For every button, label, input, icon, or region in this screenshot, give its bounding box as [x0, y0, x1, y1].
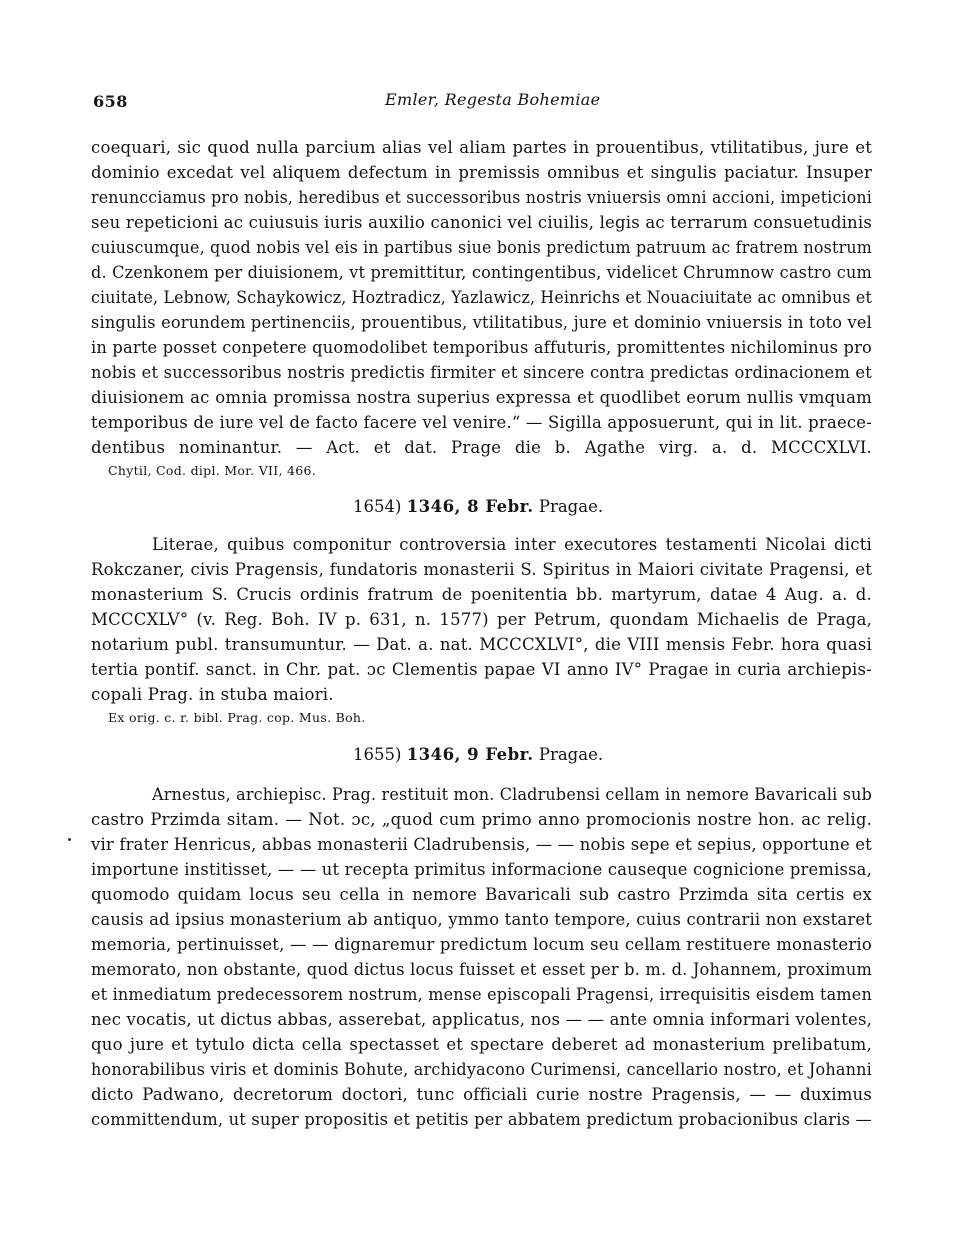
- text-line: dentibus nominantur. — Act. et dat. Prage die b. Agathe virg. a. d. MCCCXLVI.: [91, 438, 872, 457]
- text-line: committendum, ut super propositis et petitis per abbatem predictum probacionibus claris —: [91, 1110, 872, 1129]
- text-line: causis ad ipsius monasterium ab antiquo, ymmo tanto tempore, cuius contrarii non exstaret: [91, 910, 873, 929]
- text-line: honorabilibus viris et dominis Bohute, archidyacono Curimensi, cancellario nostro, et Johanni: [91, 1060, 872, 1079]
- text-line: cuiuscumque, quod nobis vel eis in partibus siue bonis predictum patruum ac fratrem nostrum: [91, 238, 873, 257]
- text-line: coequari, sic quod nulla parcium alias vel aliam partes in prouentibus, vtilitatibus, jure et: [91, 138, 873, 157]
- text-line: quo jure et tytulo dicta cella spectasset et spectare deberet ad monasterium prelibatum,: [91, 1035, 872, 1054]
- text-line: in parte posset conpetere quomodolibet temporibus affuturis, promittentes nichilominus pro: [91, 338, 873, 357]
- text-line: dicto Padwano, decretorum doctori, tunc officiali curie nostre Pragensis, — — duximus: [91, 1085, 873, 1104]
- text-line: diuisionem ac omnia promissa nostra superius expressa et quodlibet eorum nullis vmquam: [91, 388, 873, 407]
- text-line: Rokczaner, civis Pragensis, fundatoris monasterii S. Spiritus in Maiori civitate Pragensi, et: [91, 560, 873, 579]
- text-line: memorato, non obstante, quod dictus locus fuisset et esset per b. m. d. Johannem, proximum: [91, 960, 873, 979]
- text-line: dominio excedat vel aliquem defectum in premissis omnibus et singulis paciatur. Insuper: [91, 163, 873, 182]
- entry-place: Pragae.: [538, 745, 604, 764]
- text-line: monasterium S. Crucis ordinis fratrum de poenitentia bb. martyrum, datae 4 Aug. a. d.: [91, 585, 872, 604]
- text-line: castro Przimda sitam. — Not. ɔc, „quod cum primo anno promocionis nostre hon. ac relig.: [91, 810, 873, 829]
- running-title: Emler, Regesta Bohemiae: [385, 90, 601, 109]
- text-line: vir frater Henricus, abbas monasterii Cladrubensis, — — nobis sepe et sepius, opportune et: [91, 835, 872, 854]
- entry-number: 1654): [353, 497, 402, 516]
- page-number: 658: [93, 92, 128, 111]
- source-citation: Ex orig. c. r. bibl. Prag. cop. Mus. Boh.: [108, 710, 366, 725]
- source-citation: Chytil, Cod. dipl. Mor. VII, 466.: [108, 463, 317, 478]
- text-line: memoria, pertinuisset, — — dignaremur predictum locum seu cellam restituere monasterio: [91, 935, 872, 954]
- text-line: tertia pontif. sanct. in Chr. pat. ɔc Clementis papae VI anno IV° Pragae in curia archiepis-: [91, 660, 872, 679]
- margin-mark: [68, 838, 71, 841]
- text-line: notarium publ. transumuntur. — Dat. a. nat. MCCCXLVI°, die VIII mensis Febr. hora quasi: [91, 635, 873, 654]
- text-line: copali Prag. in stuba maiori.: [91, 685, 334, 704]
- entry-heading: [353, 497, 603, 516]
- entry-place: Pragae.: [538, 497, 604, 516]
- entry-date: 1346, 9 Febr.: [406, 745, 534, 764]
- entry-number: 1655): [353, 745, 402, 764]
- text-line: et inmediatum predecessorem nostrum, mense episcopali Pragensi, irrequisitis eisdem tamen: [91, 985, 872, 1004]
- text-line: Arnestus, archiepisc. Prag. restituit mon. Cladrubensi cellam in nemore Bavaricali sub: [152, 785, 873, 804]
- text-line: seu repeticioni ac cuiusuis iuris auxilio canonici vel ciuilis, legis ac terrarum consuetudinis: [91, 213, 873, 232]
- text-line: renuncciamus pro nobis, heredibus et successoribus nostris vniuersis omni accioni, impeticioni: [91, 188, 872, 207]
- text-line: d. Czenkonem per diuisionem, vt premittitur, contingentibus, videlicet Chrumnow castro cum: [91, 263, 872, 282]
- text-line: nobis et successoribus nostris predictis firmiter et sincere contra predictas ordinacionem et: [91, 363, 872, 382]
- text-line: quomodo quidam locus seu cella in nemore Bavaricali sub castro Przimda sita certis ex: [91, 885, 873, 904]
- entry-heading: [353, 745, 603, 764]
- entry-date: 1346, 8 Febr.: [406, 497, 534, 516]
- text-line: nec vocatis, ut dictus abbas, asserebat, applicatus, nos — — ante omnia informari volentes,: [91, 1010, 873, 1029]
- text-line: ciuitate, Lebnow, Schaykowicz, Hoztradicz, Yazlawicz, Heinrichs et Nouaciuitate ac omnibus et: [91, 288, 872, 307]
- text-line: Literae, quibus componitur controversia inter executores testamenti Nicolai dicti: [152, 535, 873, 554]
- text-line: singulis eorundem pertinenciis, prouentibus, vtilitatibus, jure et dominio vniuersis in toto vel: [91, 313, 872, 332]
- text-line: temporibus de iure vel de facto facere vel venire.“ — Sigilla apposuerunt, qui in lit. praece-: [91, 413, 872, 432]
- text-line: importune institisset, — — ut recepta primitus informacione causeque cognicione premissa,: [91, 860, 873, 879]
- text-line: MCCCXLV° (v. Reg. Boh. IV p. 631, n. 1577) per Petrum, quondam Michaelis de Praga,: [91, 610, 873, 629]
